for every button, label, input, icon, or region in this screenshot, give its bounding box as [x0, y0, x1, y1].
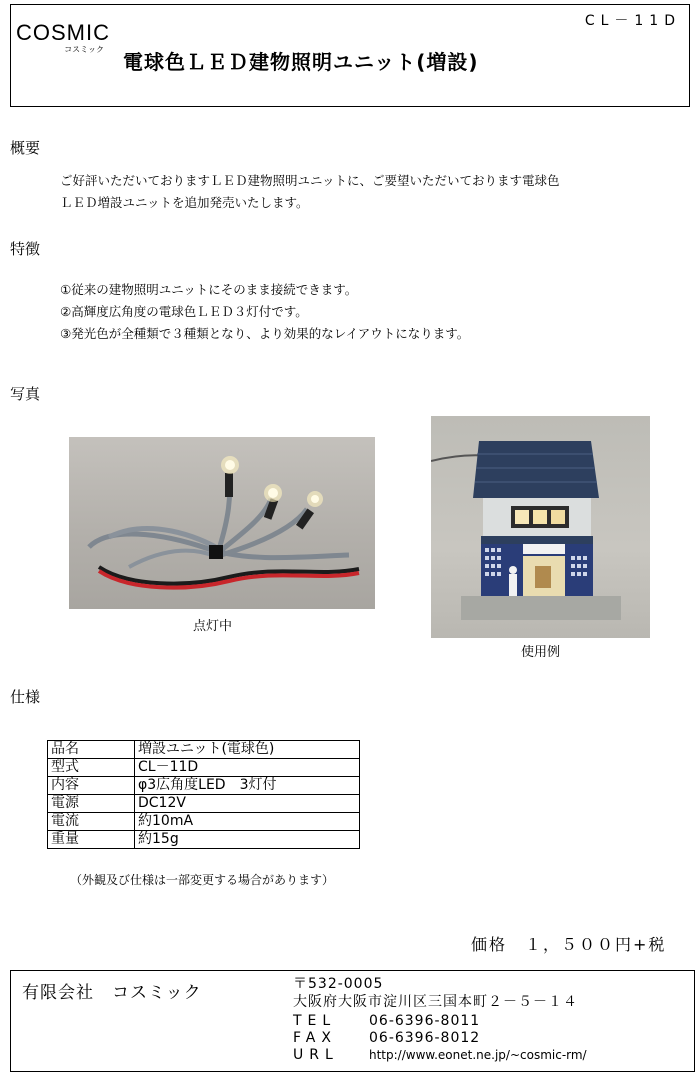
spec-value: φ3広角度LED 3灯付 — [135, 777, 360, 795]
feature-item-1: ①従来の建物照明ユニットにそのまま接続できます。 — [60, 282, 358, 297]
fax-label: FAX — [293, 1030, 337, 1046]
lit-led-photo — [69, 437, 375, 609]
caption-lit: 点灯中 — [193, 619, 233, 634]
overview-heading: 概要 — [10, 139, 41, 157]
tel-label: TEL — [293, 1013, 337, 1029]
company-name: 有限会社 コスミック — [22, 983, 202, 1003]
spec-value: 約15g — [135, 831, 360, 849]
price: 価格 １，５００円+税 — [471, 935, 667, 954]
spec-value: DC12V — [135, 795, 360, 813]
postal-code: 〒532-0005 — [293, 976, 384, 992]
model-code: CL－11D — [584, 13, 681, 29]
spec-key: 型式 — [48, 759, 135, 777]
cosmic-logo — [16, 22, 108, 62]
feature-item-2: ②高輝度広角度の電球色ＬＥＤ３灯付です。 — [60, 304, 308, 319]
table-row — [48, 777, 360, 795]
table-row — [48, 741, 360, 759]
spec-value: 約10mA — [135, 813, 360, 831]
spec-value: CL－11D — [135, 759, 360, 777]
url-line — [293, 1047, 587, 1063]
address: 大阪府大阪市淀川区三国本町２－５－１４ — [293, 994, 578, 1010]
spec-key: 電源 — [48, 795, 135, 813]
spec-key: 品名 — [48, 741, 135, 759]
spec-key: 内容 — [48, 777, 135, 795]
spec-note: （外観及び仕様は一部変更する場合があります） — [70, 873, 335, 887]
url-label: URL — [293, 1047, 339, 1063]
tel-number: 06-6396-8011 — [369, 1013, 481, 1029]
caption-example: 使用例 — [521, 645, 561, 660]
tel-line — [293, 1013, 480, 1029]
page-title: 電球色ＬＥＤ建物照明ユニット(増設) — [123, 50, 479, 74]
features-heading: 特徴 — [10, 240, 41, 258]
spec-table — [47, 740, 360, 849]
spec-value: 増設ユニット(電球色) — [135, 741, 360, 759]
spec-key: 電流 — [48, 813, 135, 831]
usage-example-photo — [431, 416, 650, 638]
fax-number: 06-6396-8012 — [369, 1030, 481, 1046]
table-row — [48, 813, 360, 831]
building-model-illustration — [431, 416, 650, 638]
table-row — [48, 795, 360, 813]
feature-item-3: ③発光色が全種類で３種類となり、より効果的なレイアウトになります。 — [60, 326, 470, 341]
spec-key: 重量 — [48, 831, 135, 849]
logo-text: COSMIC — [16, 20, 110, 45]
features-list — [60, 279, 469, 345]
specs-heading: 仕様 — [10, 688, 41, 706]
fax-line — [293, 1030, 480, 1046]
logo-subtext: コスミック — [64, 45, 104, 54]
table-row — [48, 831, 360, 849]
table-row — [48, 759, 360, 777]
overview-line-2: ＬＥＤ増設ユニットを追加発売いたします。 — [60, 195, 309, 210]
overview-text — [60, 170, 560, 214]
led-cable-illustration — [69, 437, 375, 609]
photos-heading: 写真 — [10, 385, 41, 403]
website-url[interactable]: http://www.eonet.ne.jp/~cosmic-rm/ — [369, 1048, 587, 1062]
overview-line-1: ご好評いただいておりますＬＥＤ建物照明ユニットに、ご要望いただいております電球色 — [60, 173, 560, 188]
